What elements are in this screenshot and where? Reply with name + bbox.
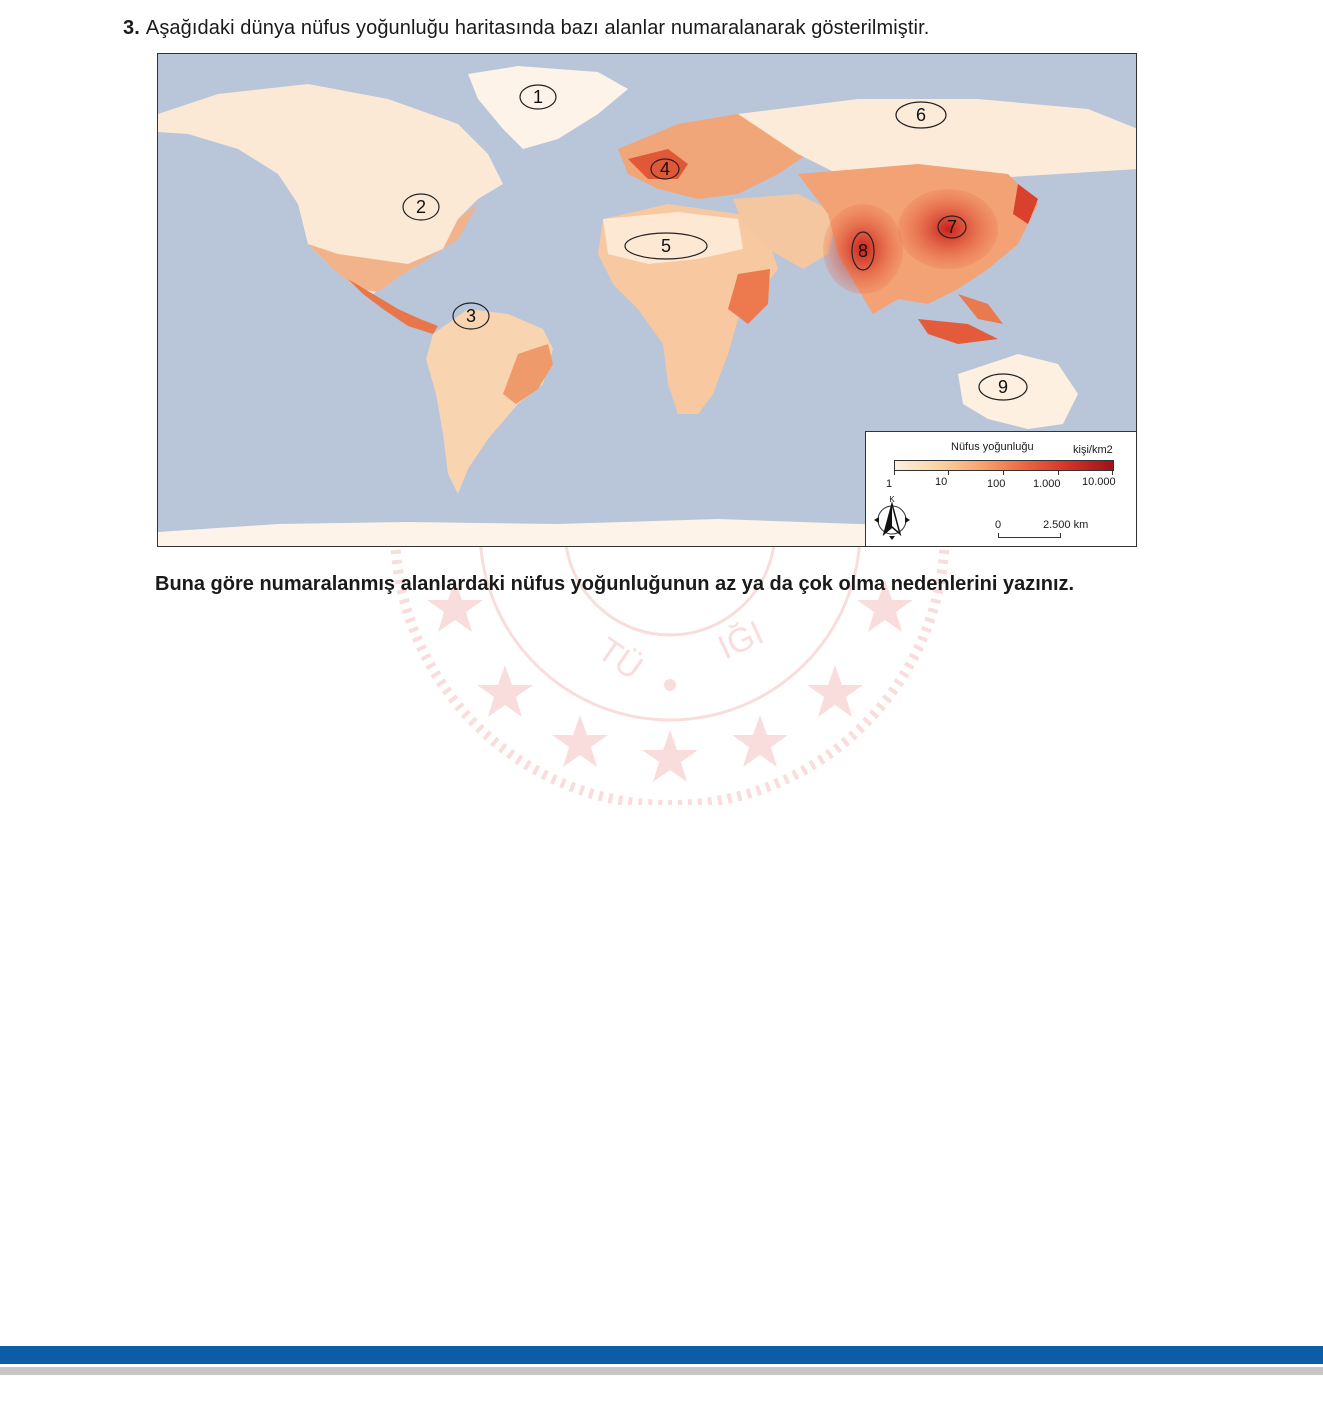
legend-tick-mark bbox=[948, 470, 949, 475]
scale-bar-zero: 0 bbox=[995, 519, 1002, 531]
question-text: Aşağıdaki dünya nüfus yoğunluğu haritasında bazı alanlar numaralanarak gösterilmiştir. bbox=[145, 17, 930, 39]
legend-unit: kişi/km2 bbox=[1073, 444, 1113, 456]
legend-title: Nüfus yoğunluğu bbox=[951, 441, 1034, 453]
scale-bar-label: 2.500 km bbox=[1043, 519, 1089, 531]
instruction-text: Buna göre numaralanmış alanlardaki nüfus yoğunluğunun az ya da çok olma nedenlerini yazınız. bbox=[155, 573, 1075, 595]
legend-tick-mark bbox=[894, 470, 895, 475]
legend-tick-mark bbox=[1003, 470, 1004, 475]
question bbox=[123, 17, 929, 40]
region-label-3: 3 bbox=[465, 306, 477, 326]
watermark-seal bbox=[385, 520, 955, 805]
region-label-8: 8 bbox=[857, 241, 869, 261]
svg-text:TÜ: TÜ bbox=[590, 630, 650, 688]
svg-text:IĞI: IĞI bbox=[712, 613, 770, 668]
region-label-5: 5 bbox=[660, 236, 672, 256]
legend-tick-label: 1.000 bbox=[1033, 478, 1061, 490]
world-population-density-map bbox=[157, 53, 1137, 547]
legend-color-ramp bbox=[894, 460, 1114, 471]
legend-tick-label: 100 bbox=[987, 478, 1006, 490]
question-number: 3. bbox=[123, 17, 140, 39]
north-arrow-icon bbox=[870, 494, 914, 542]
region-label-4: 4 bbox=[659, 159, 671, 179]
region-label-9: 9 bbox=[997, 377, 1009, 397]
footer-blue-band bbox=[0, 1346, 1323, 1364]
legend-tick-mark bbox=[1058, 470, 1059, 475]
region-label-6: 6 bbox=[915, 105, 927, 125]
footer-grey-band bbox=[0, 1367, 1323, 1375]
legend-tick-label: 10 bbox=[935, 476, 948, 488]
compass-letter: K bbox=[889, 495, 895, 504]
legend-tick-label: 1 bbox=[886, 478, 893, 490]
scale-bar bbox=[998, 533, 1061, 538]
region-label-2: 2 bbox=[415, 197, 427, 217]
legend-tick-mark bbox=[1112, 470, 1113, 475]
map-legend bbox=[865, 431, 1137, 547]
legend-tick-label: 10.000 bbox=[1082, 476, 1116, 488]
region-label-1: 1 bbox=[532, 87, 544, 107]
region-label-7: 7 bbox=[946, 217, 958, 237]
